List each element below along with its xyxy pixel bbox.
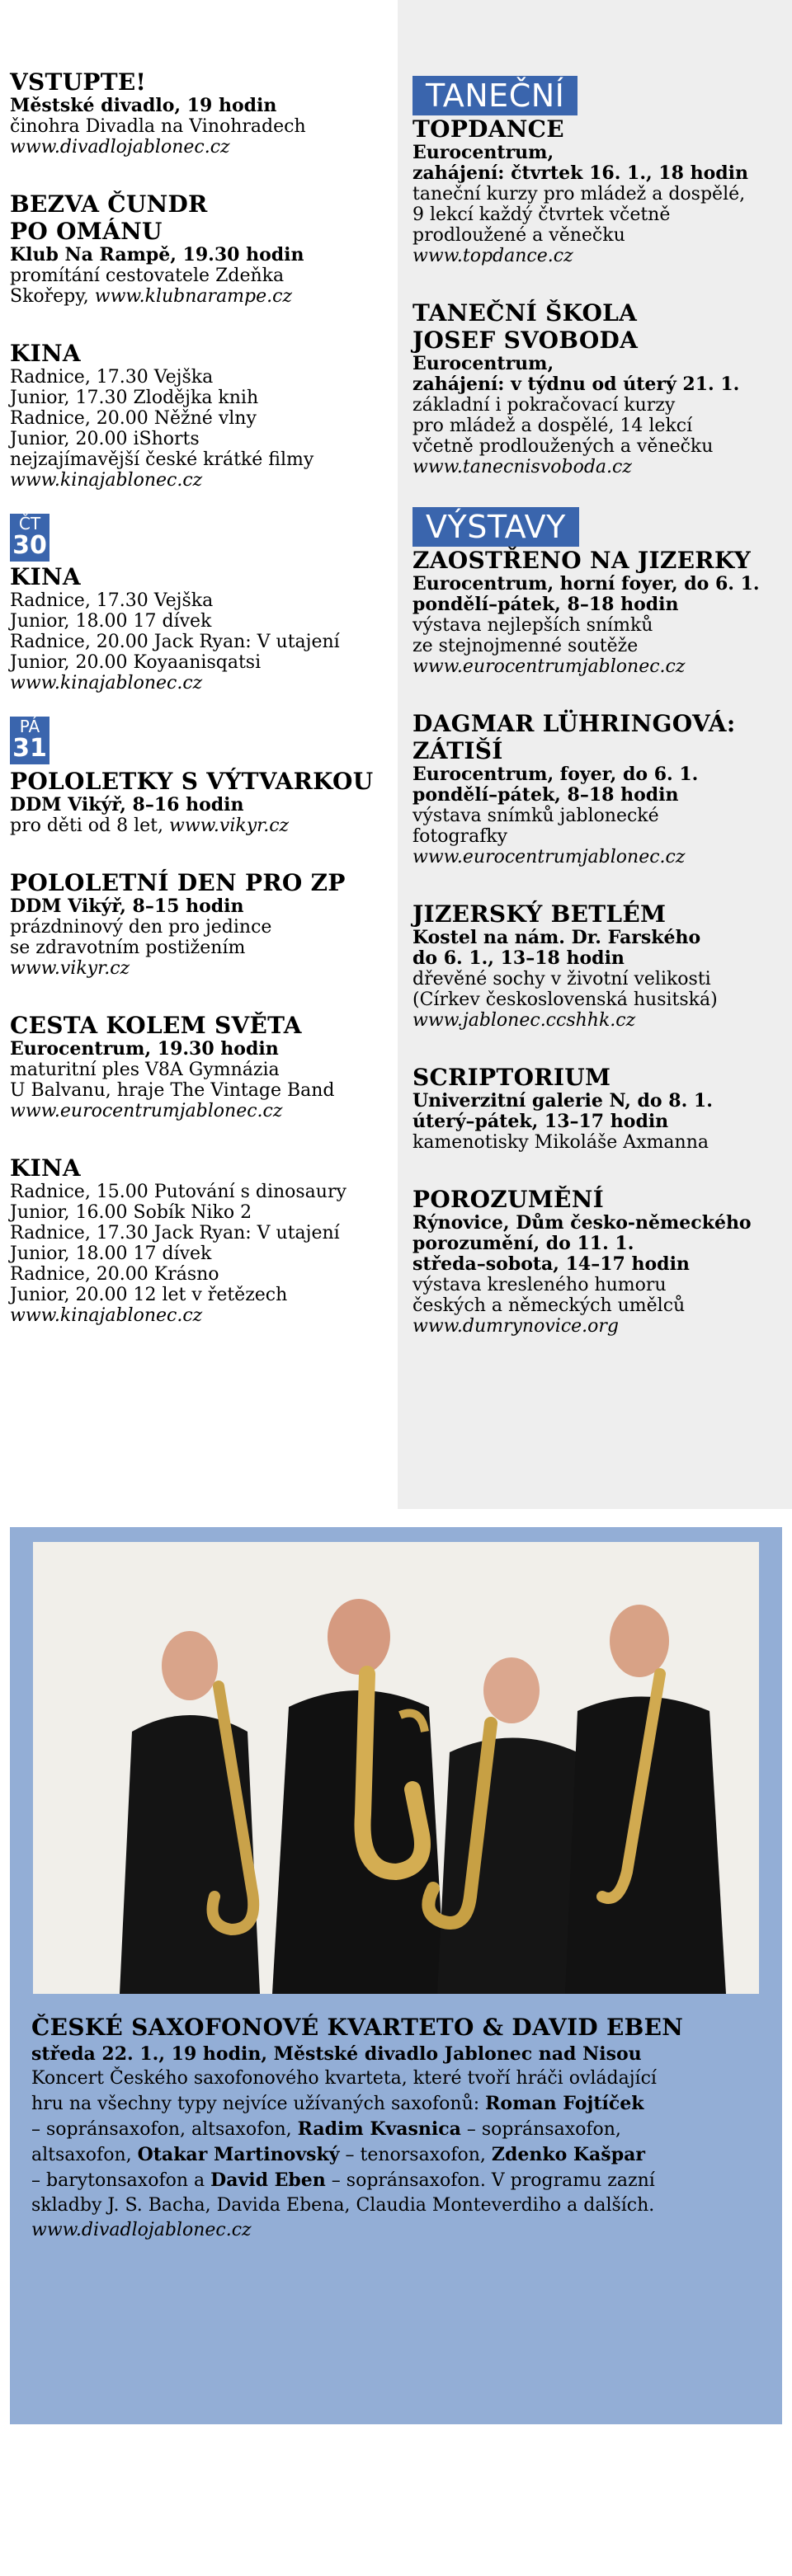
event-entry <box>10 1012 389 1121</box>
event-title: KINA <box>10 563 81 590</box>
feature-body-line <box>31 2117 766 2142</box>
event-entry <box>412 1064 784 1153</box>
event-title: KINA <box>10 340 81 367</box>
event-detail-line: Radnice, 17.30 Vejška <box>10 367 214 388</box>
event-detail-line: Junior, 18.00 17 dívek <box>10 1243 212 1264</box>
event-detail-line: Městské divadlo, 19 hodin <box>10 95 277 116</box>
event-detail-line: výstava snímků jablonecké <box>412 806 659 826</box>
event-detail-line: 9 lekcí každý čtvrtek včetně <box>412 204 671 225</box>
event-detail-line: porozumění, do 11. 1. <box>412 1233 634 1254</box>
feature-text: Koncert Českého saxofonového kvarteta, které tvoří hráči ovládající <box>31 2068 657 2089</box>
performer-name: David Eben <box>210 2169 326 2191</box>
event-title-line-2: JOSEF SVOBODA <box>412 327 639 354</box>
day-number: 31 <box>12 734 47 763</box>
event-detail-line: činohra Divadla na Vinohradech <box>10 116 306 137</box>
event-entry <box>412 115 784 266</box>
event-detail-line: Eurocentrum, <box>412 142 554 163</box>
event-detail-line: Kostel na nám. Dr. Farského <box>412 927 701 948</box>
event-link[interactable]: www.vikyr.cz <box>10 958 130 979</box>
event-detail-line: Klub Na Rampě, 19.30 hodin <box>10 244 304 266</box>
event-detail-line: úterý–pátek, 13–17 hodin <box>412 1111 669 1132</box>
event-link[interactable]: www.eurocentrumjablonec.cz <box>412 656 686 677</box>
event-detail-line: DDM Vikýř, 8–16 hodin <box>10 794 244 816</box>
performer-name: Zdenko Kašpar <box>491 2144 645 2165</box>
event-detail-line: pondělí–pátek, 8–18 hodin <box>412 594 679 615</box>
event-title-line-2: PO OMÁNU <box>10 218 163 245</box>
day-name: PÁ <box>19 717 40 736</box>
feature-body-line <box>31 2091 766 2117</box>
event-link[interactable]: www.jablonec.ccshhk.cz <box>412 1010 636 1031</box>
event-detail-line: středa–sobota, 14–17 hodin <box>412 1253 690 1275</box>
event-detail-line: do 6. 1., 13–18 hodin <box>412 947 625 969</box>
event-entry <box>10 340 389 491</box>
feature-body <box>31 2066 766 2218</box>
event-detail-line: taneční kurzy pro mládež a dospělé, <box>412 184 746 204</box>
performer-name: Roman Fojtíček <box>485 2093 644 2114</box>
event-title: POLOLETNÍ DEN PRO ZP <box>10 869 346 896</box>
event-detail-line: Eurocentrum, <box>412 353 554 374</box>
event-detail-line: (Církev československá husitská) <box>412 990 718 1010</box>
feature-text: hru na všechny typy nejvíce užívaných saxofonů: <box>31 2094 486 2114</box>
day-name: ČT <box>18 514 41 534</box>
performer-name: Radim Kvasnica <box>297 2118 461 2140</box>
event-entry <box>10 68 389 157</box>
event-link[interactable]: www.topdance.cz <box>412 246 573 266</box>
feature-text: – barytonsaxofon a <box>31 2170 211 2191</box>
event-title: TOPDANCE <box>412 115 564 143</box>
feature-text: – sopránsaxofon. V programu zazní <box>325 2170 655 2191</box>
event-detail-line: Rýnovice, Dům česko-německého <box>412 1212 752 1234</box>
event-title: ZAOSTŘENO NA JIZERKY <box>412 547 751 574</box>
event-detail-line: Junior, 17.30 Zlodějka knih <box>10 388 259 408</box>
event-detail-line: Univerzitní galerie N, do 8. 1. <box>412 1090 713 1112</box>
event-detail-line: promítání cestovatele Zdeňka <box>10 266 285 286</box>
feature-text: skladby J. S. Bacha, Davida Ebena, Claudia Monteverdiho a dalších. <box>31 2195 655 2216</box>
event-detail-line: pro mládež a dospělé, 14 lekcí <box>412 416 693 436</box>
event-detail-line: prázdninový den pro jedince <box>10 917 272 938</box>
day-badge <box>10 514 50 562</box>
feature-body-line <box>31 2168 766 2193</box>
event-link[interactable]: www.klubnarampe.cz <box>94 286 293 307</box>
feature-text: altsaxofon, <box>31 2145 138 2165</box>
feature-body-line <box>31 2193 766 2218</box>
feature-text: – sopránsaxofon, <box>460 2119 621 2140</box>
feature-date-line: středa 22. 1., 19 hodin, Městské divadlo Jablonec nad Nisou <box>31 2043 642 2065</box>
event-link[interactable]: www.eurocentrumjablonec.cz <box>412 847 686 867</box>
event-title: SCRIPTORIUM <box>412 1064 611 1091</box>
event-title: BEZVA ČUNDR <box>10 190 208 218</box>
day-badge <box>10 717 50 764</box>
category-vystavy <box>412 507 784 547</box>
event-detail-line: Radnice, 20.00 Jack Ryan: V utajení <box>10 632 340 652</box>
event-entry <box>412 1186 784 1337</box>
feature-body-line <box>31 2066 766 2091</box>
feature-caption <box>31 2014 766 2243</box>
event-detail-line: ze stejnojmenné soutěže <box>412 636 639 656</box>
event-entry <box>412 547 784 677</box>
event-link[interactable]: www.kinajablonec.cz <box>10 1305 203 1326</box>
event-entry <box>412 900 784 1031</box>
event-detail-line: včetně prodloužených a věnečku <box>412 436 714 457</box>
event-link[interactable]: www.eurocentrumjablonec.cz <box>10 1101 283 1121</box>
feature-title: ČESKÉ SAXOFONOVÉ KVARTETO & DAVID EBEN <box>31 2014 684 2041</box>
vystavy-events <box>412 547 784 1337</box>
event-entry <box>10 190 389 307</box>
event-detail-line: kamenotisky Mikoláše Axmanna <box>412 1132 709 1153</box>
event-detail-text: pro děti od 8 let, <box>10 816 170 836</box>
event-link[interactable]: www.dumrynovice.org <box>412 1316 619 1337</box>
category-tanecni <box>412 76 784 115</box>
event-detail-line: Radnice, 17.30 Vejška <box>10 590 214 611</box>
left-events-day-31 <box>10 768 389 1326</box>
left-events-day-30 <box>10 563 389 693</box>
event-title: POLOLETKY S VÝTVARKOU <box>10 768 374 795</box>
event-detail-line: Eurocentrum, 19.30 hodin <box>10 1038 279 1060</box>
event-detail-line: Junior, 20.00 Koyaanisqatsi <box>10 652 262 673</box>
event-detail-line: Junior, 20.00 12 let v řetězech <box>10 1285 288 1305</box>
event-detail-line: Radnice, 20.00 Něžné vlny <box>10 408 257 429</box>
event-detail-line: Junior, 18.00 17 dívek <box>10 611 212 632</box>
category-label: VÝSTAVY <box>412 507 579 547</box>
event-entry <box>10 563 389 693</box>
saxophone-quartet-image <box>33 1542 759 1994</box>
event-detail-line: výstava nejlepších snímků <box>412 615 653 636</box>
event-entry <box>412 710 784 867</box>
event-title: TANEČNÍ ŠKOLA <box>412 299 638 327</box>
event-detail-text: Skořepy, <box>10 286 95 307</box>
event-detail-line: Eurocentrum, foyer, do 6. 1. <box>412 764 699 785</box>
feature-body-line <box>31 2142 766 2168</box>
event-detail-line: se zdravotním postižením <box>10 938 246 958</box>
feature-text: – sopránsaxofon, altsaxofon, <box>31 2119 298 2140</box>
event-entry <box>10 768 389 836</box>
event-link[interactable]: www.tanecnisvoboda.cz <box>412 457 632 477</box>
event-detail-line: DDM Vikýř, 8–15 hodin <box>10 895 244 917</box>
event-detail-line: prodloužené a věnečku <box>412 225 625 246</box>
event-title: JIZERSKÝ BETLÉM <box>412 900 667 928</box>
event-link[interactable]: www.kinajablonec.cz <box>10 673 203 693</box>
event-entry <box>10 1154 389 1326</box>
event-detail-line: Radnice, 20.00 Krásno <box>10 1264 219 1285</box>
day-number: 30 <box>12 531 47 560</box>
event-detail-line: Radnice, 15.00 Putování s dinosaury <box>10 1182 346 1202</box>
performer-name: Otakar Martinovský <box>137 2144 340 2165</box>
event-detail-line: základní i pokračovací kurzy <box>412 395 676 416</box>
event-detail-line: zahájení: v týdnu od úterý 21. 1. <box>412 374 740 395</box>
tanecni-events <box>412 115 784 477</box>
event-title: POROZUMĚNÍ <box>412 1186 604 1213</box>
event-detail-line: Junior, 20.00 iShorts <box>10 429 200 449</box>
day-marker-31 <box>10 717 389 764</box>
event-entry <box>412 299 784 477</box>
event-title: DAGMAR LÜHRINGOVÁ: <box>412 710 736 737</box>
event-link[interactable]: www.divadlojablonec.cz <box>10 137 230 157</box>
left-events-day-29 <box>10 68 389 491</box>
event-title-line-2: ZÁTIŠÍ <box>412 737 503 764</box>
quartet-photo <box>33 1542 759 1994</box>
feature-panel <box>10 1527 782 2424</box>
event-detail-line: maturitní ples V8A Gymnázia <box>10 1060 280 1080</box>
event-detail-line: výstava kresleného humoru <box>412 1275 667 1295</box>
event-detail-line: zahájení: čtvrtek 16. 1., 18 hodin <box>412 162 748 184</box>
event-detail-line: U Balvanu, hraje The Vintage Band <box>10 1080 335 1101</box>
event-detail-line: Radnice, 17.30 Jack Ryan: V utajení <box>10 1223 340 1243</box>
event-title: CESTA KOLEM SVĚTA <box>10 1012 302 1039</box>
event-detail-line: Junior, 16.00 Sobík Niko 2 <box>10 1202 252 1223</box>
event-detail-line: pondělí–pátek, 8–18 hodin <box>412 784 679 806</box>
event-title: KINA <box>10 1154 81 1182</box>
day-marker-30 <box>10 514 389 562</box>
event-detail-line: českých a německých umělců <box>412 1295 686 1316</box>
event-title: VSTUPTE! <box>10 68 147 96</box>
event-entry <box>10 869 389 979</box>
event-detail-line: dřevěné sochy v životní velikosti <box>412 969 711 990</box>
feature-text: – tenorsaxofon, <box>339 2145 492 2165</box>
event-detail-line <box>10 816 389 836</box>
right-column <box>412 0 784 1337</box>
event-detail-line: nejzajímavější české krátké filmy <box>10 449 314 470</box>
event-detail-line: fotografky <box>412 826 508 847</box>
event-link[interactable]: www.kinajablonec.cz <box>10 470 203 491</box>
left-column <box>10 0 389 1326</box>
event-detail-line: Eurocentrum, horní foyer, do 6. 1. <box>412 573 760 595</box>
category-label: TANEČNÍ <box>412 76 578 115</box>
feature-url[interactable]: www.divadlojablonec.cz <box>31 2220 252 2240</box>
event-link[interactable]: www.vikyr.cz <box>169 816 290 836</box>
event-detail-line <box>10 286 389 307</box>
